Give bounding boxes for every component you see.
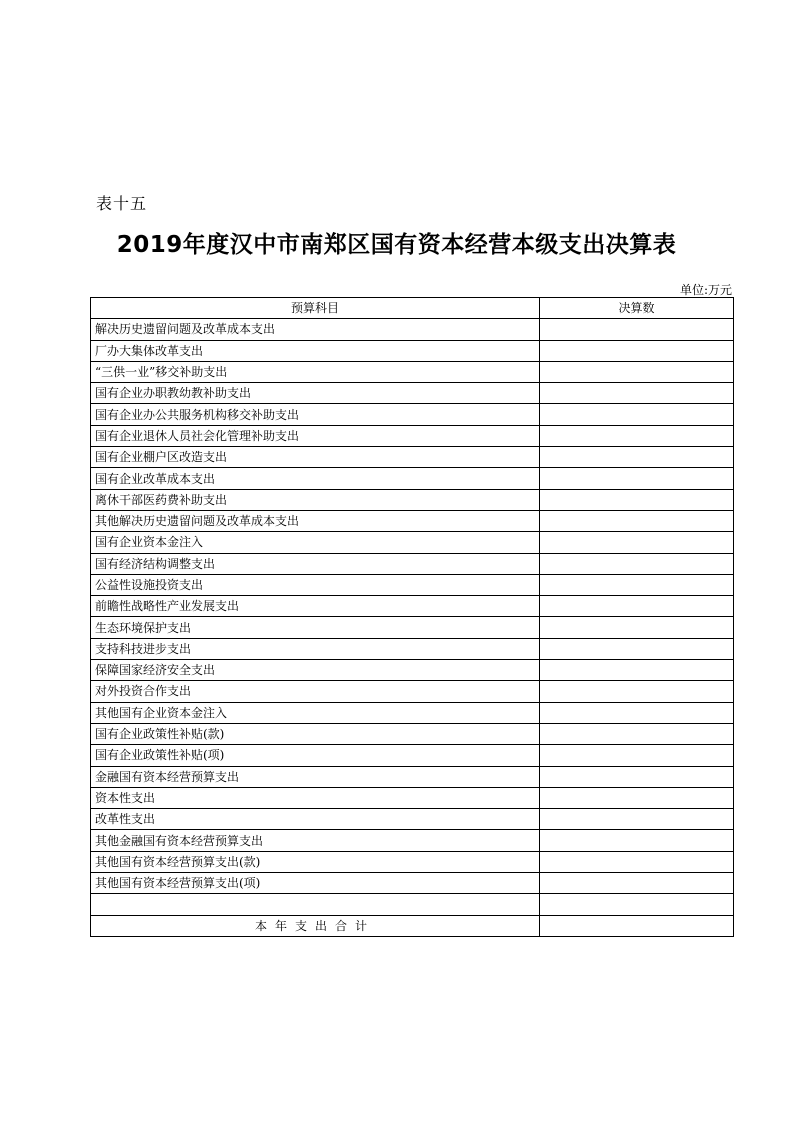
row-amount: [540, 404, 734, 425]
row-subject: 保障国家经济安全支出: [91, 660, 540, 681]
row-subject: 厂办大集体改革支出: [91, 340, 540, 361]
row-subject: 生态环境保护支出: [91, 617, 540, 638]
table-row: [91, 830, 734, 851]
row-subject: 国有企业办公共服务机构移交补助支出: [91, 404, 540, 425]
row-amount: [540, 660, 734, 681]
row-subject: 其他金融国有资本经营预算支出: [91, 830, 540, 851]
table-row: [91, 447, 734, 468]
row-subject: 金融国有资本经营预算支出: [91, 766, 540, 787]
row-amount: [540, 766, 734, 787]
row-subject: 解决历史遗留问题及改革成本支出: [91, 319, 540, 340]
row-amount: [540, 809, 734, 830]
row-amount: [540, 383, 734, 404]
row-subject: 国有企业退休人员社会化管理补助支出: [91, 425, 540, 446]
row-subject: 离休干部医药费补助支出: [91, 489, 540, 510]
row-subject: 其他国有企业资本金注入: [91, 702, 540, 723]
row-amount: [540, 489, 734, 510]
table-row: [91, 361, 734, 382]
row-amount: [540, 340, 734, 361]
table-row: [91, 468, 734, 489]
table-row: [91, 319, 734, 340]
table-row: [91, 553, 734, 574]
row-subject: 国有企业资本金注入: [91, 532, 540, 553]
row-subject: 国有企业政策性补贴(项): [91, 745, 540, 766]
row-amount: [540, 532, 734, 553]
row-amount: [540, 596, 734, 617]
row-subject: 国有企业棚户区改造支出: [91, 447, 540, 468]
row-amount: [540, 468, 734, 489]
row-amount: [540, 723, 734, 744]
row-subject: [91, 894, 540, 915]
table-row: [91, 404, 734, 425]
row-amount: [540, 702, 734, 723]
row-subject: 国有企业政策性补贴(款): [91, 723, 540, 744]
row-amount: [540, 894, 734, 915]
row-amount: [540, 681, 734, 702]
row-subject: 公益性设施投资支出: [91, 574, 540, 595]
row-amount: [540, 574, 734, 595]
row-amount: [540, 319, 734, 340]
row-subject: 前瞻性战略性产业发展支出: [91, 596, 540, 617]
row-amount: [540, 425, 734, 446]
row-subject: 其他国有资本经营预算支出(款): [91, 851, 540, 872]
row-amount: [540, 510, 734, 531]
table-header-row: [91, 298, 734, 319]
row-subject: 国有企业办职教幼教补助支出: [91, 383, 540, 404]
table-body: [91, 319, 734, 915]
row-subject: “三供一业”移交补助支出: [91, 361, 540, 382]
total-amount: [540, 915, 734, 936]
total-label: 本年支出合计: [91, 915, 540, 936]
header-subject: 预算科目: [91, 298, 540, 319]
row-amount: [540, 638, 734, 659]
table-row: [91, 787, 734, 808]
table-row: [91, 489, 734, 510]
table-row: [91, 745, 734, 766]
row-subject: 资本性支出: [91, 787, 540, 808]
row-amount: [540, 851, 734, 872]
table-row: [91, 383, 734, 404]
budget-table: [90, 297, 734, 937]
table-row: [91, 425, 734, 446]
table-row: [91, 702, 734, 723]
row-amount: [540, 745, 734, 766]
table-row: [91, 681, 734, 702]
row-subject: 其他解决历史遗留问题及改革成本支出: [91, 510, 540, 531]
total-row: [91, 915, 734, 936]
table-row: [91, 617, 734, 638]
table-row: [91, 532, 734, 553]
table-row: [91, 873, 734, 894]
table-row: [91, 766, 734, 787]
row-amount: [540, 787, 734, 808]
table-row: [91, 638, 734, 659]
table-row: [91, 596, 734, 617]
row-subject: 对外投资合作支出: [91, 681, 540, 702]
table-row: [91, 574, 734, 595]
table-row: [91, 340, 734, 361]
page-title: 2019年度汉中市南郑区国有资本经营本级支出决算表: [116, 232, 677, 258]
row-subject: 国有企业改革成本支出: [91, 468, 540, 489]
row-subject: 支持科技进步支出: [91, 638, 540, 659]
table-row: [91, 723, 734, 744]
unit-label: 单位:万元: [679, 283, 732, 297]
table-row: [91, 894, 734, 915]
row-amount: [540, 553, 734, 574]
row-amount: [540, 361, 734, 382]
header-amount: 决算数: [540, 298, 734, 319]
row-amount: [540, 830, 734, 851]
row-subject: 其他国有资本经营预算支出(项): [91, 873, 540, 894]
table-number: 表十五: [96, 194, 148, 213]
row-amount: [540, 873, 734, 894]
table-row: [91, 851, 734, 872]
row-subject: 改革性支出: [91, 809, 540, 830]
row-subject: 国有经济结构调整支出: [91, 553, 540, 574]
row-amount: [540, 447, 734, 468]
row-amount: [540, 617, 734, 638]
table-row: [91, 809, 734, 830]
table-row: [91, 660, 734, 681]
table-row: [91, 510, 734, 531]
